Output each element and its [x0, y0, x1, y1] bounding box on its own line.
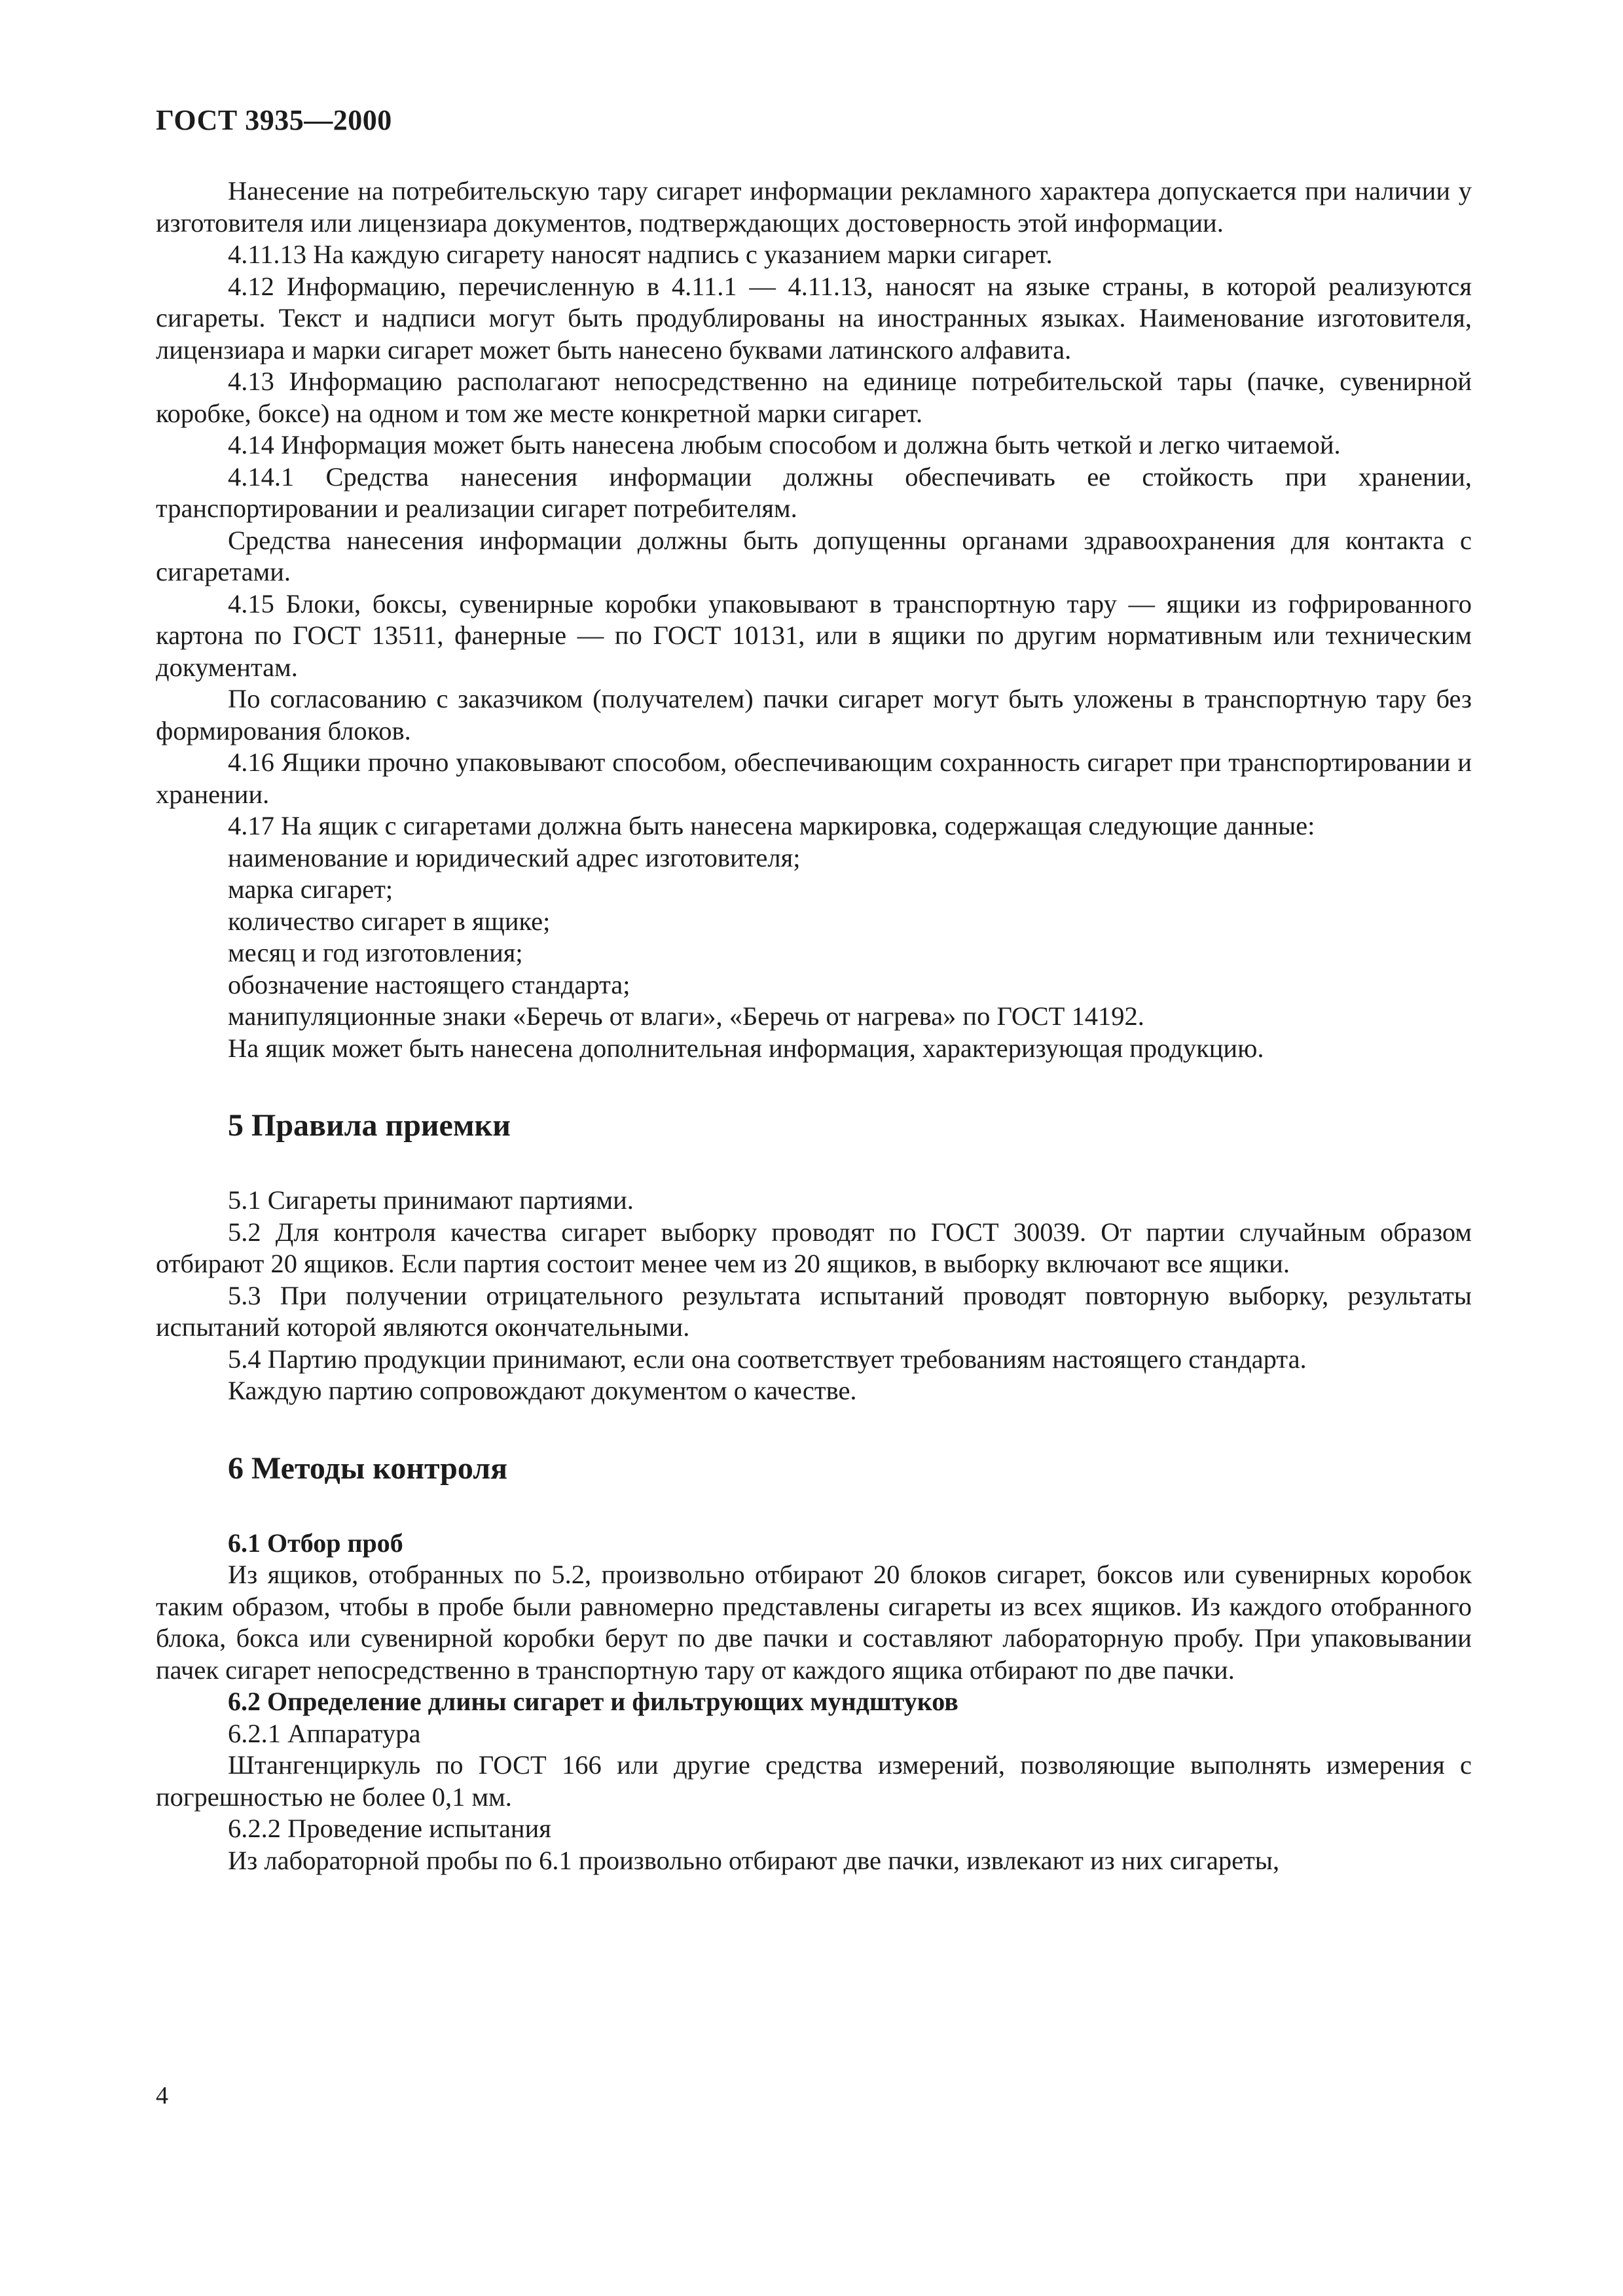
paragraph: 4.15 Блоки, боксы, сувенирные коробки упаковывают в транспортную тару — ящики из гофрированного картона по ГОСТ 13511, фанерные — по ГОСТ 10131, или в ящики по другим нормативным или техническим документам. — [156, 588, 1472, 682]
paragraph: 4.14.1 Средства нанесения информации должны обеспечивать ее стойкость при хранении, транспортировании и реализации сигарет потребителям. — [156, 461, 1472, 523]
list-item: марка сигарет; — [228, 874, 393, 904]
list-item: месяц и год изготовления; — [228, 938, 523, 967]
paragraph: 4.16 Ящики прочно упаковывают способом, обеспечивающим сохранность сигарет при транспортировании и хранении. — [156, 747, 1472, 809]
paragraph: Средства нанесения информации должны быть допущенны органами здравоохранения для контакта с сигаретами. — [156, 525, 1472, 586]
paragraph: 5.3 При получении отрицательного результата испытаний проводят повторную выборку, результаты испытаний которой являются окончательными. — [156, 1280, 1472, 1342]
paragraph: 6.2.2 Проведение испытания — [228, 1814, 551, 1843]
paragraph: Из ящиков, отобранных по 5.2, произвольно отбирают 20 блоков сигарет, боксов или сувенирных коробок таким образом, чтобы в пробе были равномерно представлены сигареты из всех ящиков. Из каждого отобранного блока, бокса или сувенирной коробки берут по две пачки и составляют лабораторную пробу. При упаковывании пачек сигарет непосредственно в транспортную тару от каждого ящика отбирают по две пачки. — [156, 1560, 1472, 1685]
list-item: обозначение настоящего стандарта; — [228, 969, 630, 999]
paragraph: По согласованию с заказчиком (получателем) пачки сигарет могут быть уложены в транспортную тару без формирования блоков. — [156, 684, 1472, 745]
paragraph: На ящик может быть нанесена дополнительная информация, характеризующая продукцию. — [228, 1033, 1264, 1063]
paragraph: Штангенциркуль по ГОСТ 166 или другие средства измерений, позволяющие выполнять измерения с погрешностью не более 0,1 мм. — [156, 1750, 1472, 1812]
paragraph: 4.12 Информацию, перечисленную в 4.11.1 — 4.11.13, наносят на языке страны, в которой реализуются сигареты. Текст и надписи могут быть продублированы на иностранных языках. Наименование изготовителя, лицензиара и марки сигарет может быть нанесено буквами латинского алфавита. — [156, 271, 1472, 365]
paragraph: 4.14 Информация может быть нанесена любым способом и должна быть четкой и легко читаемой. — [228, 430, 1341, 459]
section-heading: 6 Методы контроля — [228, 1450, 508, 1486]
paragraph: 5.4 Партию продукции принимают, если она соответствует требованиям настоящего стандарта. — [228, 1344, 1307, 1374]
paragraph: 5.2 Для контроля качества сигарет выборку проводят по ГОСТ 30039. От партии случайным образом отбирают 20 ящиков. Если партия состоит менее чем из 20 ящиков, в выборку включают все ящики. — [156, 1217, 1472, 1278]
subsection-heading: 6.1 Отбор проб — [228, 1528, 403, 1558]
paragraph: 4.17 На ящик с сигаретами должна быть нанесена маркировка, содержащая следующие данные: — [228, 811, 1315, 840]
list-item: наименование и юридический адрес изготовителя; — [228, 842, 801, 872]
subsection-heading: 6.2 Определение длины сигарет и фильтрующих мундштуков — [228, 1687, 958, 1716]
list-item: манипуляционные знаки «Беречь от влаги», «Беречь от нагрева» по ГОСТ 14192. — [228, 1001, 1144, 1031]
paragraph: 4.13 Информацию располагают непосредственно на единице потребительской тары (пачке, сувенирной коробке, боксе) на одном и том же месте конкретной марки сигарет. — [156, 367, 1472, 428]
paragraph: 5.1 Сигареты принимают партиями. — [228, 1185, 634, 1215]
document-body — [156, 175, 1472, 1876]
paragraph: Нанесение на потребительскую тару сигарет информации рекламного характера допускается при наличии у изготовителя или лицензиара документов, подтверждающих достоверность этой информации. — [156, 176, 1472, 238]
paragraph: Каждую партию сопровождают документом о качестве. — [228, 1376, 857, 1405]
list-item: количество сигарет в ящике; — [228, 906, 551, 936]
page-number: 4 — [156, 2082, 168, 2109]
paragraph: 6.2.1 Аппаратура — [228, 1718, 421, 1748]
section-heading: 5 Правила приемки — [228, 1108, 511, 1143]
paragraph: 4.11.13 На каждую сигарету наносят надпись с указанием марки сигарет. — [228, 240, 1053, 269]
document-header: ГОСТ 3935—2000 — [156, 104, 392, 136]
paragraph: Из лабораторной пробы по 6.1 произвольно отбирают две пачки, извлекают из них сигареты, — [228, 1845, 1280, 1875]
